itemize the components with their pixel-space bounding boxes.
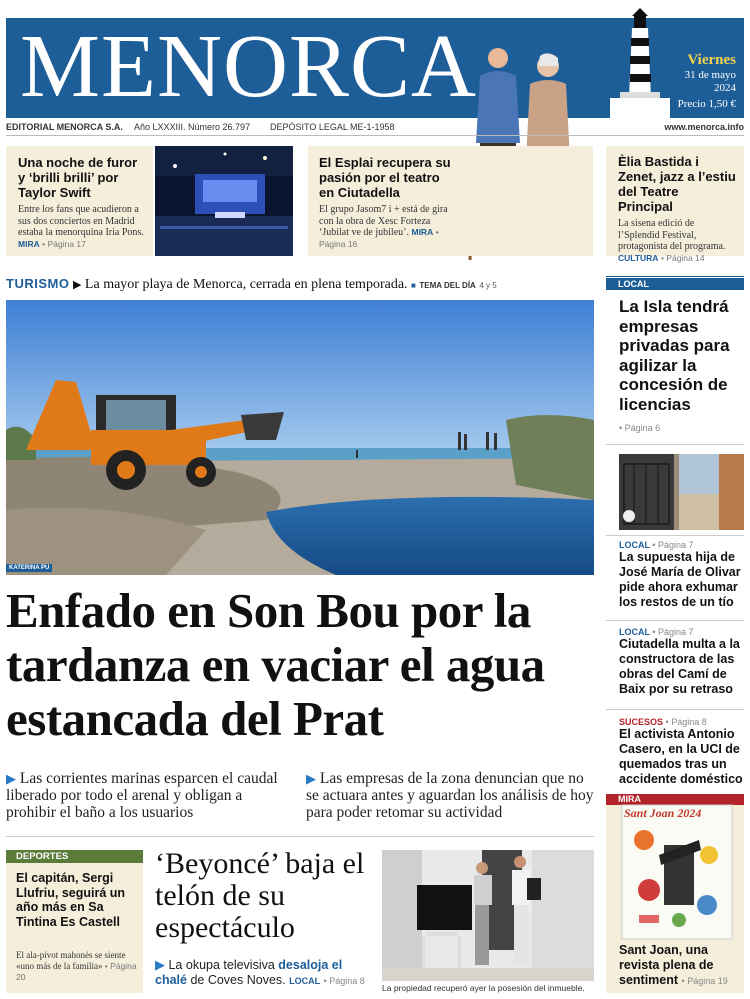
local-headline[interactable]: La Isla tendrá empresas privadas para agilizar la concesión de licencias bbox=[619, 297, 730, 414]
arrow-right-icon: ▶ bbox=[306, 771, 316, 786]
teaser-headline: Una noche de furor y ‘brilli brilli’ por Taylor Swift bbox=[18, 155, 138, 200]
turismo-label: TURISMO bbox=[6, 276, 70, 291]
masthead-title[interactable]: MENORCA bbox=[20, 17, 478, 116]
teaser-headline: El Esplai recupera su pasión por el teatro en Ciutadella bbox=[319, 155, 451, 200]
arrow-right-icon: ▶ bbox=[72, 279, 82, 291]
item-page: Página 7 bbox=[658, 540, 694, 550]
item-headline: El activista Antonio Casero, en la UCI de quemados tras un accidente doméstico bbox=[619, 727, 743, 786]
date-year: 2024 bbox=[714, 82, 736, 94]
item-page: Página 8 bbox=[671, 717, 707, 727]
deportes-page: Página 20 bbox=[16, 961, 137, 982]
item-tag-text: LOCAL bbox=[619, 540, 650, 550]
teaser-elia-bastida[interactable] bbox=[606, 146, 744, 263]
item-tag-text: SUCESOS bbox=[619, 717, 664, 727]
beyonce-page: Página 8 bbox=[329, 976, 365, 986]
teaser-body: Entre los fans que acudieron a sus dos conciertos en Madrid estaba la menorquina Iria Pons. MIRA • Página 17 bbox=[18, 204, 144, 249]
tema-label: TEMA DEL DÍA bbox=[419, 281, 476, 290]
date-box bbox=[678, 52, 736, 110]
divider bbox=[606, 276, 744, 277]
issue-number: Año LXXXIII. Número 26.797 bbox=[134, 122, 251, 132]
arrow-right-icon: ▶ bbox=[6, 771, 16, 786]
photo-credit: KATERINA PU bbox=[6, 564, 52, 572]
teaser-section: CULTURA bbox=[618, 252, 659, 263]
tema-pages: 4 y 5 bbox=[479, 281, 497, 290]
item-tag: LOCAL • Página 7 bbox=[619, 627, 694, 637]
teaser-body-text: La sisena edició de l’Splendid Festival, protagonista del programa. bbox=[618, 218, 726, 252]
teaser-body: La sisena edició de l’Splendid Festival, protagonista del programa. CULTURA • Página 14 bbox=[618, 218, 726, 263]
subheadline-1-text: Las corrientes marinas esparcen el caudal liberado por todo el arenal y obligan a prohibir el baño a los usuarios bbox=[6, 770, 278, 821]
beyonce-sub-highlight: desaloja el chalé bbox=[155, 958, 343, 987]
subheadline-2-text: Las empresas de la zona denuncian que no se actuara antes y aguardan los análisis de hoy para poder retomar su actividad bbox=[306, 770, 594, 821]
street-photo bbox=[619, 454, 744, 530]
teaser-body-text: El grupo Jasom7 i + está de gira con la obra de Xesc Forteza ‘Jubilat ve de jubileu’. bbox=[319, 204, 448, 238]
local-page: • Página 6 bbox=[619, 423, 661, 433]
eviction-photo bbox=[382, 850, 594, 981]
divider bbox=[606, 444, 744, 445]
teaser-esplai[interactable] bbox=[308, 146, 593, 256]
mira-art-title: Sant Joan 2024 bbox=[624, 806, 702, 820]
arrow-right-icon: ▶ bbox=[155, 957, 165, 972]
divider bbox=[6, 836, 594, 837]
beyonce-subheadline: ▶ La okupa televisiva desaloja el chalé de Coves Noves. LOCAL • Página 8 bbox=[155, 957, 365, 987]
photo-caption: La propiedad recuperó ayer la posesión del inmueble. bbox=[382, 983, 585, 993]
item-tag: SUCESOS • Página 8 bbox=[619, 717, 707, 727]
divider bbox=[606, 620, 744, 621]
teaser-page: Página 17 bbox=[47, 238, 86, 249]
legal-deposit: DEPÓSITO LEGAL ME-1-1958 bbox=[270, 122, 395, 132]
website-link[interactable]: www.menorca.info bbox=[664, 122, 744, 132]
teaser-headline: Èlia Bastida i Zenet, jazz a l’estiu del Teatre Principal bbox=[618, 154, 736, 214]
mira-tag: MIRA bbox=[606, 794, 744, 805]
teaser-body: El grupo Jasom7 i + está de gira con la obra de Xesc Forteza ‘Jubilat ve de jubileu’. MIRA • Página 16 bbox=[319, 204, 448, 249]
main-headline[interactable]: Enfado en Son Bou por la tardanza en vaciar el agua estancada del Prat bbox=[6, 583, 545, 746]
divider bbox=[606, 535, 744, 536]
local-tag: LOCAL bbox=[606, 278, 744, 290]
subheadline-2 bbox=[306, 770, 596, 821]
deportes-tag: DEPORTES bbox=[6, 850, 143, 863]
beyonce-sub-a: La okupa televisiva bbox=[168, 958, 275, 972]
date-date: 31 de mayo bbox=[684, 69, 736, 81]
teaser-section: MIRA bbox=[18, 238, 40, 249]
right-news-item-3[interactable] bbox=[619, 717, 744, 787]
beyonce-section: LOCAL bbox=[289, 976, 321, 986]
turismo-text: La mayor playa de Menorca, cerrada en plena temporada. bbox=[84, 277, 408, 292]
item-headline: Ciutadella multa a la constructora de las obras del Camí de Baix por su retraso bbox=[619, 637, 740, 696]
date-day: Viernes bbox=[687, 52, 736, 68]
item-tag: LOCAL • Página 7 bbox=[619, 540, 694, 550]
teaser-section: MIRA bbox=[411, 227, 434, 237]
mira-page: Página 19 bbox=[687, 976, 728, 986]
item-tag-text: LOCAL bbox=[619, 627, 650, 637]
concert-photo bbox=[155, 146, 293, 256]
right-news-item-1[interactable] bbox=[619, 540, 744, 610]
meta-line bbox=[6, 120, 744, 136]
deportes-body: El ala-pívot mahonés se siente «uno más de la familia» • Página 20 bbox=[16, 950, 137, 982]
teaser-page: Página 14 bbox=[666, 252, 705, 263]
beyonce-headline[interactable]: ‘Beyoncé’ baja el telón de su espectáculo bbox=[155, 847, 365, 944]
right-news-item-2[interactable] bbox=[619, 627, 744, 697]
teaser-page: Página 16 bbox=[319, 238, 358, 249]
mira-headline: Sant Joan, una revista plena de sentiment • Página 19 bbox=[619, 943, 728, 987]
turismo-bar[interactable] bbox=[6, 276, 594, 296]
item-page: Página 7 bbox=[658, 627, 694, 637]
local-page-text: Página 6 bbox=[624, 423, 661, 433]
teaser-body-text: Entre los fans que acudieron a sus dos conciertos en Madrid estaba la menorquina Iria Pons. bbox=[18, 204, 144, 238]
beyonce-sub-b: de Coves Noves. bbox=[190, 973, 286, 987]
square-bullet-icon: ■ bbox=[411, 281, 416, 290]
divider bbox=[606, 709, 744, 710]
subheadline-1 bbox=[6, 770, 288, 821]
beach-excavator-photo bbox=[6, 300, 594, 575]
publisher: EDITORIAL MENORCA S.A. bbox=[6, 122, 123, 132]
deportes-headline: El capitán, Sergi Llufriu, seguirá un año más en Sa Tintina Es Castell bbox=[16, 871, 126, 929]
deportes-body-text: El ala-pívot mahonés se siente «uno más de la familia» bbox=[16, 950, 126, 971]
item-headline: La supuesta hija de José María de Olivar pide ahora exhumar los restos de un tío bbox=[619, 550, 741, 609]
teaser-taylor-swift[interactable] bbox=[6, 146, 153, 256]
lighthouse-illustration bbox=[610, 6, 670, 118]
mira-headline-text: Sant Joan, una revista plena de sentiment bbox=[619, 943, 714, 987]
price: Precio 1,50 € bbox=[677, 98, 736, 110]
